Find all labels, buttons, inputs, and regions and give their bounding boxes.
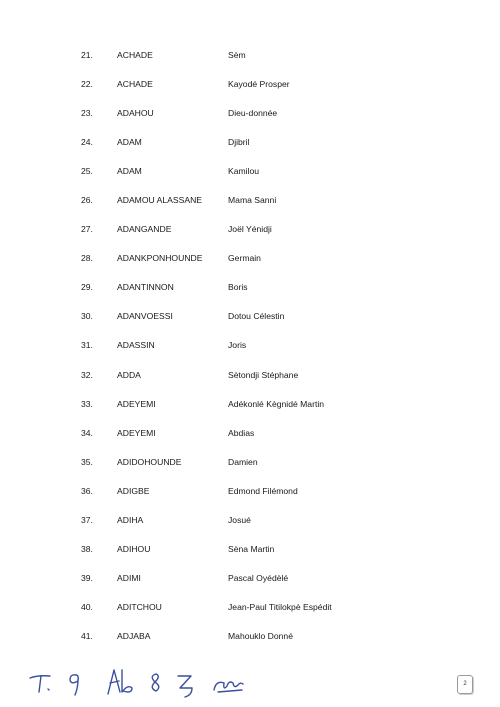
entry-given-names: Djibril xyxy=(228,137,250,148)
entry-surname: ADAM xyxy=(117,166,142,177)
entry-given-names: Boris xyxy=(228,282,248,293)
entry-surname: ADAMOU ALASSANE xyxy=(117,195,203,206)
entry-surname: ACHADE xyxy=(117,79,153,90)
entry-given-names: Pascal Oyédèlé xyxy=(228,572,289,583)
list-item xyxy=(0,246,500,275)
list-item xyxy=(0,188,500,217)
entry-given-names: Kamilou xyxy=(228,166,260,177)
entry-surname: ADIDOHOUNDE xyxy=(117,456,182,467)
entry-given-names: Mama Sanni xyxy=(228,195,277,206)
list-item xyxy=(0,595,500,624)
list-item xyxy=(0,101,500,130)
entry-number: 33. xyxy=(81,398,93,409)
entry-surname: ADANTINNON xyxy=(117,282,174,293)
list-item xyxy=(0,72,500,101)
entry-number: 37. xyxy=(81,514,93,525)
entry-surname: ADIHA xyxy=(117,514,144,525)
entry-given-names: Jean-Paul Titilokpè Espédit xyxy=(228,601,332,612)
entry-given-names: Mahouklo Donné xyxy=(228,630,293,641)
entry-given-names: Sètondji Stéphane xyxy=(228,369,299,380)
entry-surname: ADAHOU xyxy=(117,108,154,119)
entry-surname: ADIGBE xyxy=(117,485,150,496)
name-list xyxy=(0,43,500,653)
list-item xyxy=(0,450,500,479)
entry-number: 32. xyxy=(81,369,93,380)
entry-number: 23. xyxy=(81,108,93,119)
list-item xyxy=(0,566,500,595)
entry-number: 22. xyxy=(81,79,93,90)
list-item xyxy=(0,537,500,566)
entry-given-names: Germain xyxy=(228,253,261,264)
entry-given-names: Adékonlé Kègnidé Martin xyxy=(228,398,325,409)
list-item xyxy=(0,508,500,537)
entry-number: 35. xyxy=(81,456,93,467)
entry-given-names: Sèm xyxy=(228,50,246,60)
list-item xyxy=(0,159,500,188)
entry-given-names: Kayodé Prosper xyxy=(228,79,290,90)
entry-surname: ADEYEMI xyxy=(117,398,156,409)
entry-given-names: Edmond Filémond xyxy=(228,485,298,496)
list-item xyxy=(0,275,500,304)
entry-number: 26. xyxy=(81,195,93,206)
list-item xyxy=(0,479,500,508)
entry-number: 41. xyxy=(81,630,93,641)
entry-given-names: Joël Yénidji xyxy=(228,224,272,235)
entry-given-names: Josué xyxy=(228,514,251,525)
entry-surname: ADANGANDE xyxy=(117,224,172,235)
entry-surname: ADAM xyxy=(117,137,142,148)
entry-number: 24. xyxy=(81,137,93,148)
entry-surname: ADDA xyxy=(117,369,141,380)
entry-number: 36. xyxy=(81,485,93,496)
entry-number: 31. xyxy=(81,340,93,351)
entry-given-names: Abdias xyxy=(228,427,255,438)
list-item xyxy=(0,333,500,362)
list-item xyxy=(0,421,500,450)
entry-number: 38. xyxy=(81,543,93,554)
entry-given-names: Dotou Célestin xyxy=(228,311,285,322)
entry-surname: ADIMI xyxy=(117,572,141,583)
entry-surname: ADIHOU xyxy=(117,543,151,554)
entry-given-names: Joris xyxy=(228,340,247,351)
list-item xyxy=(0,363,500,392)
entry-number: 34. xyxy=(81,427,93,438)
entry-surname: ADASSIN xyxy=(117,340,155,351)
page-number: 2 xyxy=(457,675,473,694)
entry-number: 27. xyxy=(81,224,93,235)
entry-surname: ACHADE xyxy=(117,50,153,60)
entry-surname: ADEYEMI xyxy=(117,427,156,438)
handwritten-initials xyxy=(28,664,258,700)
list-item xyxy=(0,392,500,421)
entry-given-names: Damien xyxy=(228,456,258,467)
entry-given-names: Dieu-donnée xyxy=(228,108,278,119)
entry-surname: ADJABA xyxy=(117,630,151,641)
list-item xyxy=(0,217,500,246)
entry-number: 25. xyxy=(81,166,93,177)
entry-surname: ADITCHOU xyxy=(117,601,162,612)
entry-surname: ADANKPONHOUNDE xyxy=(117,253,203,264)
list-item xyxy=(0,130,500,159)
list-item xyxy=(0,43,500,72)
entry-number: 30. xyxy=(81,311,93,322)
entry-given-names: Sèna Martin xyxy=(228,543,275,554)
entry-number: 29. xyxy=(81,282,93,293)
list-item xyxy=(0,304,500,333)
entry-surname: ADANVOESSI xyxy=(117,311,173,322)
list-item xyxy=(0,624,500,653)
entry-number: 40. xyxy=(81,601,93,612)
entry-number: 21. xyxy=(81,50,93,60)
entry-number: 39. xyxy=(81,572,93,583)
entry-number: 28. xyxy=(81,253,93,264)
